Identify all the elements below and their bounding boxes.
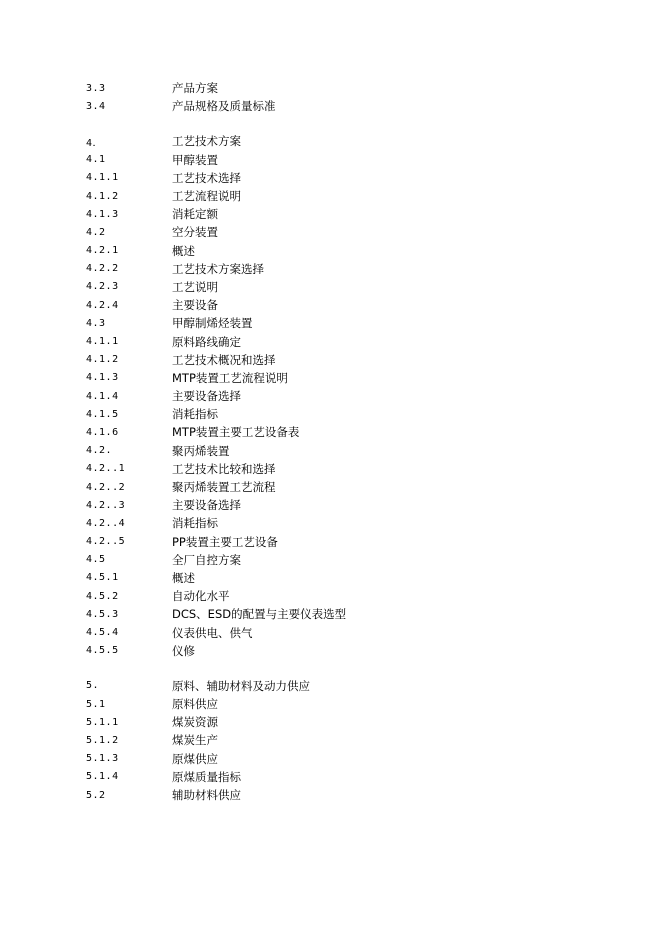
toc-entry [86,369,606,387]
toc-entry [86,642,606,660]
toc-entry [86,551,606,569]
toc-entry [86,695,606,713]
toc-entry-title: 工艺技术方案选择 [172,261,264,276]
toc-entry [86,605,606,623]
toc-entry-number: 4.2..1 [86,463,126,475]
toc-entry-title: 原料路线确定 [172,334,241,349]
toc-entry-title: 主要设备选择 [172,389,241,404]
toc-entry-title: 消耗指标 [172,516,218,531]
toc-entry [86,278,606,296]
toc-entry [86,351,606,369]
toc-entry-number: 4.2 [86,226,106,238]
toc-entry [86,242,606,260]
toc-entry-number: 4.3 [86,317,106,329]
toc-entry-number: 4.1.1 [86,172,119,184]
toc-entry-title: 煤炭资源 [172,715,218,730]
toc-entry-number: 4.1 [86,154,106,166]
toc-entry-number: 4.2..4 [86,517,126,529]
toc-entry-title: 主要设备 [172,298,218,313]
toc-entry [86,786,606,804]
toc-entry-title: DCS、ESD的配置与主要仪表选型 [172,607,347,622]
toc-entry-title: 煤炭生产 [172,733,218,748]
toc-entry-number: 4.5.5 [86,645,119,657]
toc-entry-title: 聚丙烯装置工艺流程 [172,480,276,495]
toc-entry [86,387,606,405]
toc-entry [86,169,606,187]
toc-entry-title: 工艺技术选择 [172,170,241,185]
toc-entry-number: 4.2..5 [86,536,126,548]
toc-entry-number: 3.4 [86,100,106,112]
toc-entry-number: 4.5 [86,554,106,566]
toc-entry [86,260,606,278]
toc-entry [86,79,606,97]
toc-entry-title: 仪修 [172,643,195,658]
toc-entry-title: 工艺技术概况和选择 [172,352,276,367]
toc-entry-number: 4.2.4 [86,299,119,311]
toc-entry [86,460,606,478]
toc-entry [86,514,606,532]
toc-entry-title: 消耗指标 [172,407,218,422]
toc-entry-number: 4.1.3 [86,372,119,384]
toc-entry-number: 4.2.3 [86,281,119,293]
toc-entry-title: 概述 [172,570,195,585]
toc-entry-number: 5.1.3 [86,753,119,765]
toc-entry-title: 仪表供电、供气 [172,625,253,640]
toc-entry-title: 工艺流程说明 [172,189,241,204]
toc-entry [86,442,606,460]
toc-entry [86,623,606,641]
toc-entry-title: 原煤供应 [172,751,218,766]
toc-entry-number: 4.5.2 [86,590,119,602]
toc-entry [86,496,606,514]
toc-entry-number: 4.2..3 [86,499,126,511]
toc-entry-title: 工艺技术比较和选择 [172,461,276,476]
toc-entry [86,132,606,150]
toc-entry-number: 4.1.1 [86,336,119,348]
toc-entry-number: 4.2. [86,445,113,457]
toc-entry-title: 消耗定额 [172,207,218,222]
toc-entry-title: 工艺技术方案 [172,134,241,149]
toc-entry-title: 辅助材料供应 [172,788,241,803]
toc-entry [86,569,606,587]
toc-entry-number: 5.1 [86,698,106,710]
toc-entry-title: PP装置主要工艺设备 [172,534,278,549]
toc-entry-title: 概述 [172,243,195,258]
toc-entry-number: 4.1.5 [86,408,119,420]
toc-entry-title: 原料供应 [172,697,218,712]
toc-entry-title: 全厂自控方案 [172,552,241,567]
toc-entry-number: 5.1.1 [86,716,119,728]
toc-entry [86,97,606,115]
toc-entry [86,768,606,786]
toc-entry [86,223,606,241]
toc-entry [86,713,606,731]
toc-entry-number: 3.3 [86,82,106,94]
toc-entry-number: 5.2 [86,789,106,801]
toc-entry-number: 4.1.6 [86,426,119,438]
toc-entry-title: 自动化水平 [172,589,230,604]
toc-entry-title: 原料、辅助材料及动力供应 [172,678,310,693]
toc-entry-title: 工艺说明 [172,279,218,294]
toc-entry-number: 4.5.4 [86,627,119,639]
toc-entry-title: 聚丙烯装置 [172,443,230,458]
toc-entry [86,187,606,205]
toc-entry-number: 4.1.2 [86,354,119,366]
toc-entry [86,731,606,749]
toc-entry-number: 5.1.4 [86,771,119,783]
toc-entry [86,677,606,695]
toc-entry-number: 4.2.1 [86,245,119,257]
toc-entry-title: MTP装置工艺流程说明 [172,370,288,385]
toc-entry [86,405,606,423]
toc-entry-number: 4.5.1 [86,572,119,584]
toc-entry [86,423,606,441]
toc-entry-title: MTP装置主要工艺设备表 [172,425,300,440]
toc-entry-number: 4.1.4 [86,390,119,402]
toc-entry-number: 4.1.2 [86,190,119,202]
toc-entry-number: 4.1.3 [86,208,119,220]
toc-entry [86,750,606,768]
toc-entry [86,151,606,169]
toc-entry-number: 5. [86,680,100,692]
toc-entry-title: 原煤质量指标 [172,769,241,784]
toc-entry-title: 空分装置 [172,225,218,240]
toc-entry [86,314,606,332]
table-of-contents [86,79,606,804]
toc-entry [86,296,606,314]
toc-entry [86,332,606,350]
toc-entry [86,587,606,605]
toc-entry [86,478,606,496]
toc-entry-title: 产品方案 [172,81,218,96]
toc-entry [86,205,606,223]
toc-entry-title: 产品规格及质量标准 [172,99,276,114]
toc-entry-title: 甲醇制烯烃装置 [172,316,253,331]
toc-entry [86,533,606,551]
toc-entry-number: 4． [86,137,104,149]
toc-entry-number: 4.2..2 [86,481,126,493]
toc-entry-number: 4.5.3 [86,608,119,620]
toc-entry-number: 5.1.2 [86,734,119,746]
toc-entry-number: 4.2.2 [86,263,119,275]
toc-entry-title: 主要设备选择 [172,498,241,513]
toc-entry-title: 甲醇装置 [172,152,218,167]
